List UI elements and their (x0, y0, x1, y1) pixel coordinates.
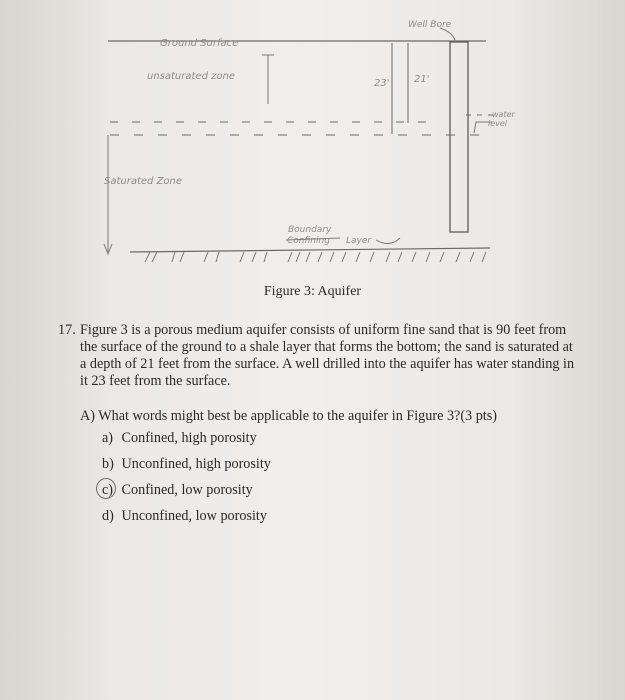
boundary-layer-hatching (145, 252, 486, 262)
option-c-text: Confined, low porosity (121, 482, 253, 498)
level-label: level (488, 119, 508, 128)
question-17 (58, 322, 578, 390)
boundary-layer-line (130, 248, 490, 252)
option-a[interactable] (102, 430, 257, 447)
option-a-text: Confined, high porosity (121, 430, 257, 446)
saturated-zone-label: Saturated Zone (104, 176, 183, 187)
option-c-circled-letter (102, 482, 118, 499)
option-d[interactable] (102, 508, 267, 525)
unsaturated-zone-label: unsaturated zone (147, 71, 235, 82)
water-label: water (492, 110, 515, 119)
well-bore (450, 42, 468, 232)
depth-23-label: 23' (374, 78, 390, 89)
question-number: 17. (58, 322, 76, 338)
sub-question-a: A) What words might best be applicable to the aquifer in Figure 3?(3 pts) (80, 408, 497, 424)
option-d-letter: d) (102, 508, 114, 524)
option-a-letter: a) (102, 430, 114, 446)
option-c-letter: c) (102, 482, 114, 498)
answer-circle-mark (96, 478, 116, 499)
option-b-text: Unconfined, high porosity (121, 456, 271, 472)
depth-21-label: 21' (414, 74, 430, 85)
layer-label: Layer (346, 236, 372, 246)
option-b[interactable] (102, 456, 271, 473)
confining-label: Confining (287, 236, 330, 246)
option-b-letter: b) (102, 456, 114, 472)
figure-caption: Figure 3: Aquifer (263, 284, 362, 299)
question-text: Figure 3 is a porous medium aquifer consists of uniform fine sand that is 90 feet from the surface of the ground to a shale layer that forms the bottom; the sand is saturated at a depth of 21 feet from the surface. A well drilled into the aquifer has water standing in it 23 feet from the surface. (80, 322, 575, 389)
option-d-text: Unconfined, low porosity (121, 508, 267, 524)
layer-arrow (376, 238, 400, 244)
well-bore-label: Well Bore (408, 20, 452, 30)
aquifer-diagram (0, 0, 625, 290)
boundary-label: Boundary (288, 225, 332, 235)
ground-surface-label: Ground Surface (160, 38, 239, 49)
option-c[interactable] (102, 482, 253, 499)
